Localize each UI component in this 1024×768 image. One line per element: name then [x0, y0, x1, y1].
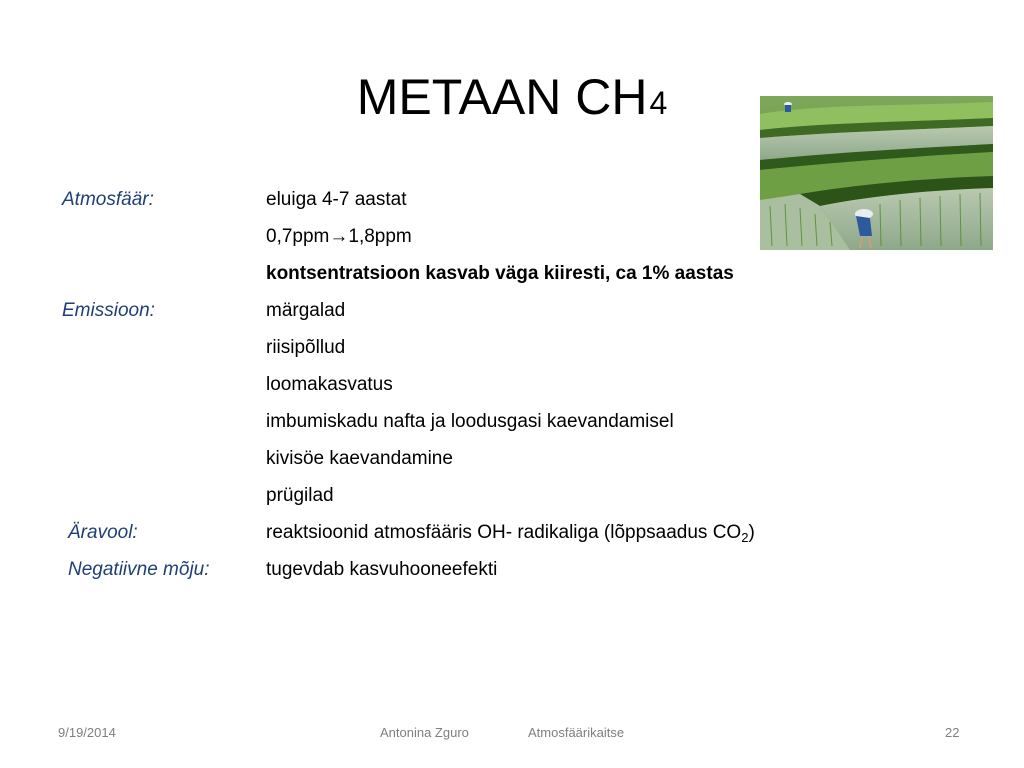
value-atmosfaar-lifetime: eluiga 4-7 aastat: [266, 189, 407, 210]
value-aravool-after: ): [748, 522, 755, 543]
value-aravool: [266, 521, 755, 545]
value-emission-oilgas: imbumiskadu nafta ja loodusgasi kaevandamisel: [266, 411, 674, 432]
label-aravool: Äravool:: [68, 522, 138, 543]
value-emission-rice: riisipõllud: [266, 337, 346, 358]
value-emission-landfills: prügilad: [266, 485, 334, 506]
label-atmosfaar: Atmosfäär:: [62, 189, 154, 210]
title-subscript: 4: [649, 85, 668, 121]
value-emission-wetlands: märgalad: [266, 300, 346, 321]
footer-page-number: 22: [945, 725, 960, 740]
title-main: METAAN CH: [356, 69, 648, 125]
value-atmosfaar-growth: kontsentratsioon kasvab väga kiiresti, ca 1% aastas: [266, 263, 734, 284]
value-aravool-text: reaktsioonid atmosfääris OH- radikaliga (lõppsaadus CO: [266, 522, 742, 543]
rice-terrace-photo: [760, 96, 993, 250]
label-negatiivne-moju: Negatiivne mõju:: [68, 559, 210, 580]
value-emission-livestock: loomakasvatus: [266, 374, 393, 395]
farmer-figure-distant: [784, 102, 792, 112]
footer-course: Atmosfäärikaitse: [528, 725, 625, 740]
value-negatiivne-moju: tugevdab kasvuhooneefekti: [266, 559, 498, 580]
value-emission-coal: kivisöe kaevandamine: [266, 448, 453, 469]
value-atmosfaar-concentration: 0,7ppm→1,8ppm: [266, 226, 412, 247]
footer-date: 9/19/2014: [58, 725, 116, 740]
rice-terrace-image: [760, 96, 993, 250]
label-emissioon: Emissioon:: [62, 300, 155, 321]
footer-author: Antonina Zguro: [380, 725, 469, 740]
value-aravool-subscript: 2: [741, 530, 749, 545]
